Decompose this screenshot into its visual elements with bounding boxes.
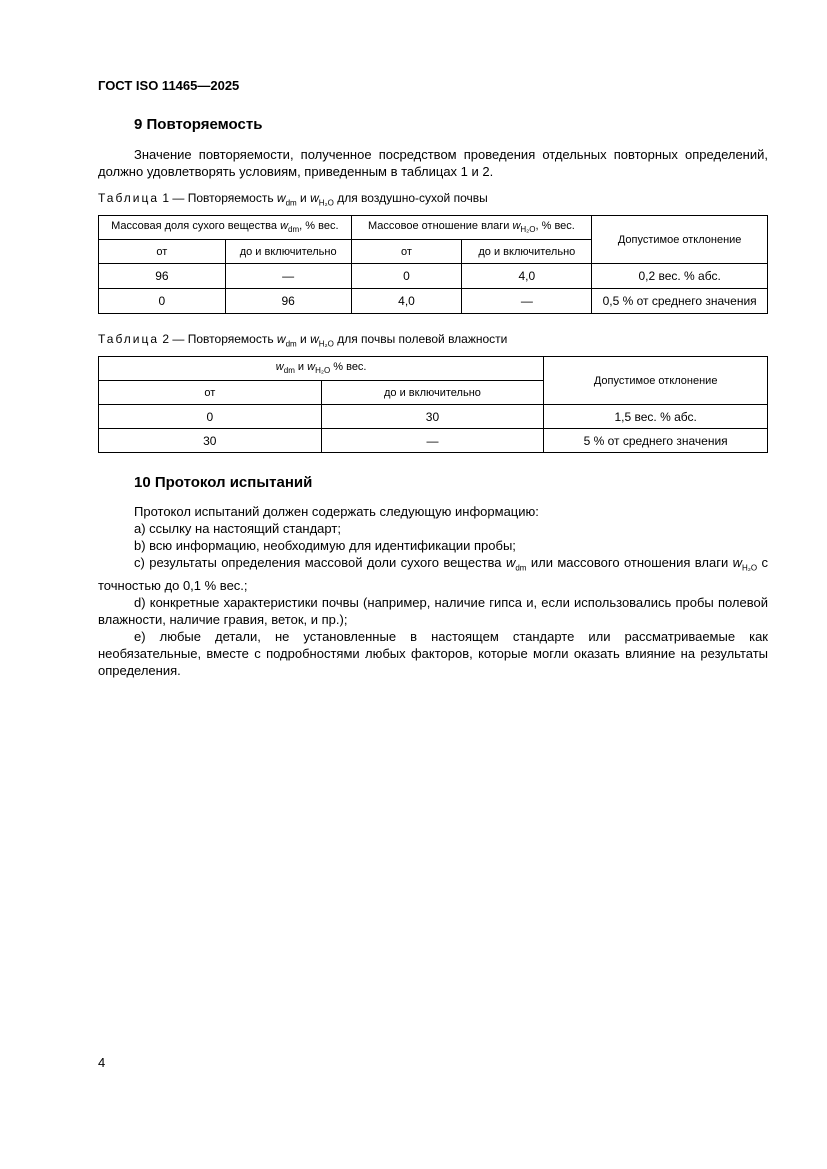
table-2-caption [98, 332, 507, 348]
list-item-b: b) всю информацию, необходимую для идентификации пробы; [134, 538, 516, 553]
symbol-w: w [310, 191, 319, 205]
caption-text: 1 — Повторяемость [162, 191, 277, 205]
list-item-d: d) конкретные характеристики почвы (например, наличие гипса и, если использовались пробы полевой влажности, наличие гравия, веток, и пр.); [98, 594, 768, 627]
table-2-label: Таблица [98, 332, 160, 346]
table-2 [98, 356, 768, 453]
table-cell: 0 [99, 289, 226, 314]
table-row [99, 429, 768, 453]
table-cell: 30 [99, 429, 322, 453]
sub-h2o: H₂O [520, 225, 536, 235]
head-text: % вес. [330, 361, 367, 374]
sub-dm: dm [285, 198, 297, 208]
table-cell: 4,0 [351, 289, 462, 314]
table-1-head-to: до и включительно [462, 240, 592, 264]
head-text: и [294, 361, 308, 374]
symbol-w: w [276, 332, 286, 346]
section-10-list [98, 503, 768, 679]
table-cell: 30 [321, 405, 544, 429]
symbol-w: w [310, 332, 319, 346]
table-cell: 0 [351, 264, 462, 289]
sub-dm: dm [288, 225, 300, 235]
item-text: c) результаты определения массовой доли сухого вещества [134, 555, 506, 570]
table-row [99, 405, 768, 429]
table-cell: — [225, 264, 351, 289]
caption-text: для почвы полевой влажности [333, 332, 508, 346]
table-1-head-mass-moist [351, 216, 592, 240]
list-item-e: e) любые детали, не установленные в настоящем стандарте или рассматриваемые как необязательные, вместе с подробностями любых факторов, которые могли оказать влияние на результаты определения. [98, 628, 768, 678]
table-row [99, 289, 768, 314]
table-cell: 1,5 вес. % абс. [544, 405, 768, 429]
list-item-a: a) ссылку на настоящий стандарт; [134, 521, 341, 536]
table-2-head-from: от [99, 381, 322, 405]
table-1 [98, 215, 768, 314]
caption-text: для воздушно-сухой почвы [333, 191, 488, 205]
symbol-w: w [276, 191, 286, 205]
table-1-head-to: до и включительно [225, 240, 351, 264]
sub-h2o: H₂O [315, 366, 331, 376]
symbol-w: w [275, 361, 284, 374]
table-1-label: Таблица [98, 191, 160, 205]
table-cell: 0 [99, 405, 322, 429]
table-2-head-to: до и включительно [321, 381, 544, 405]
table-cell: 96 [225, 289, 351, 314]
symbol-w: w [512, 220, 521, 233]
table-cell: 4,0 [462, 264, 592, 289]
protocol-intro: Протокол испытаний должен содержать следующую информацию: [134, 504, 539, 519]
table-cell: 5 % от среднего значения [544, 429, 768, 453]
table-cell: 96 [99, 264, 226, 289]
head-text: Массовая доля сухого вещества [111, 220, 281, 233]
caption-text: 2 — Повторяемость [162, 332, 277, 346]
symbol-w: w [505, 555, 516, 570]
table-cell: — [462, 289, 592, 314]
item-text: или массового отношения влаги [526, 555, 733, 570]
table-2-head-deviation: Допустимое отклонение [544, 357, 768, 405]
head-text: Массовое отношение влаги [368, 220, 513, 233]
section-10-title: 10 Протокол испытаний [134, 474, 313, 491]
section-9-title: 9 Повторяемость [134, 116, 263, 133]
symbol-w: w [280, 220, 289, 233]
symbol-w: w [732, 555, 742, 570]
table-2-head-group [99, 357, 544, 381]
section-9-text: Значение повторяемости, полученное посредством проведения отдельных повторных определений, должно удовлетворять условиям, приведенным в таблицах 1 и 2. [98, 147, 768, 179]
sub-dm: dm [285, 339, 297, 349]
table-1-head-from: от [99, 240, 226, 264]
sub-dm: dm [515, 563, 527, 573]
table-cell: 0,5 % от среднего значения [592, 289, 768, 314]
table-1-caption [98, 191, 488, 207]
item-text: с точностью до 0,1 % вес.; [98, 555, 768, 593]
caption-text: и [296, 191, 311, 205]
document-code: ГОСТ ISO 11465—2025 [98, 78, 240, 93]
sub-dm: dm [283, 366, 295, 376]
table-cell: — [321, 429, 544, 453]
sub-h2o: H₂O [318, 198, 334, 208]
caption-text: и [296, 332, 311, 346]
sub-h2o: H₂O [742, 563, 758, 573]
table-1-head-mass-dry [99, 216, 352, 240]
table-1-head-deviation: Допустимое отклонение [592, 216, 768, 264]
sub-h2o: H₂O [318, 339, 334, 349]
list-item-c [98, 554, 768, 594]
page-number: 4 [98, 1055, 106, 1070]
table-cell: 0,2 вес. % абс. [592, 264, 768, 289]
table-1-head-from: от [351, 240, 462, 264]
head-text: , % вес. [535, 220, 575, 233]
symbol-w: w [307, 361, 316, 374]
table-row [99, 264, 768, 289]
head-text: , % вес. [299, 220, 339, 233]
